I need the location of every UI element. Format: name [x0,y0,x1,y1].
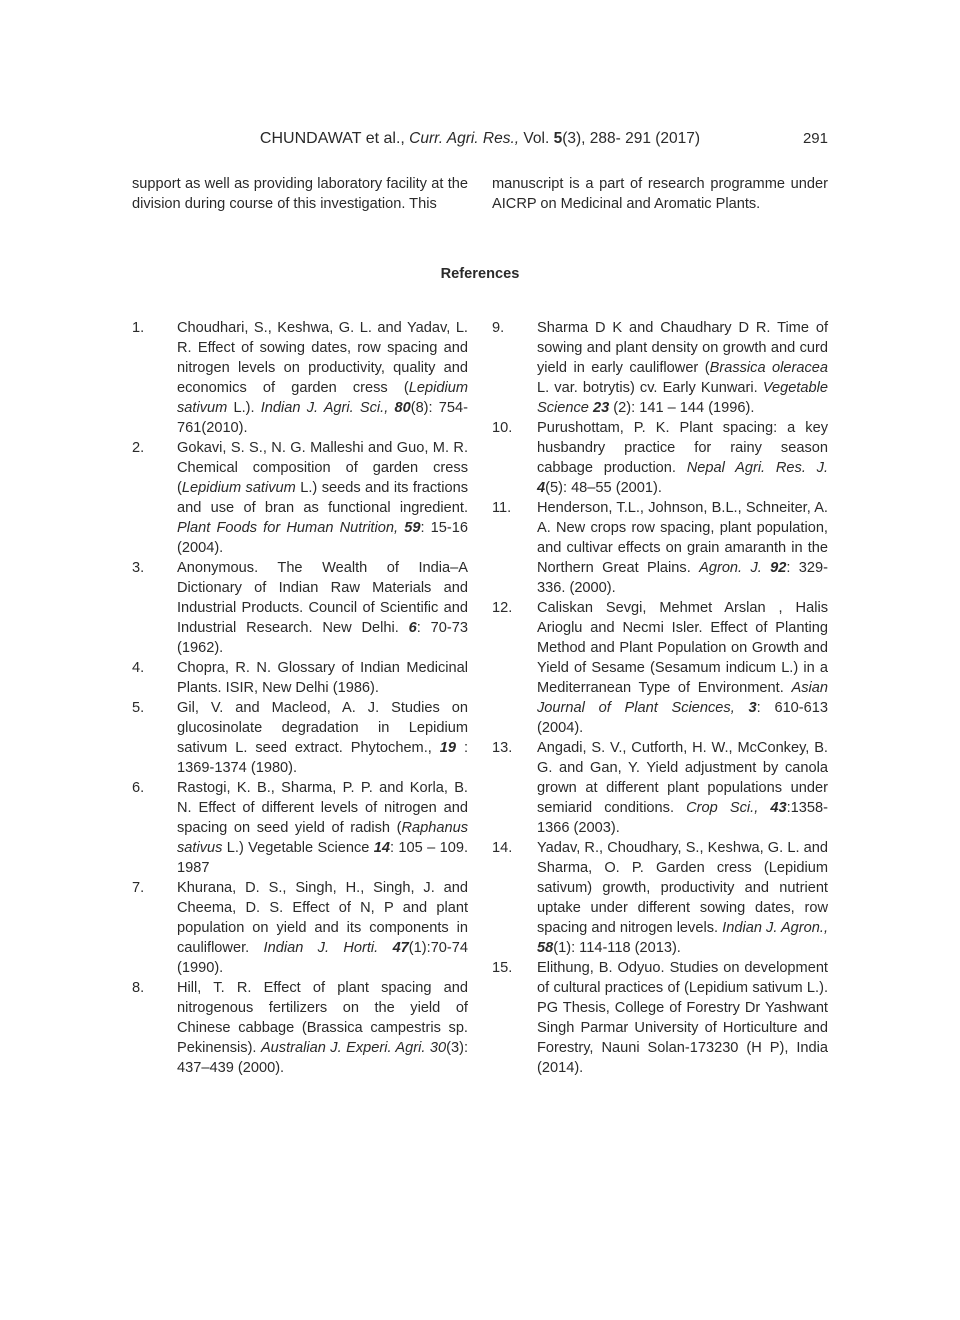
reference-text-part: Asian Journal of Plant Sciences, [537,680,828,716]
reference-item [132,318,468,438]
reference-text-part: L. var. botrytis) cv. Early Kunwari. [537,380,763,396]
reference-number: 8. [132,980,145,996]
reference-text-part: Khurana, D. S., Singh, H., Singh, J. and Cheema, D. S. Effect of N, P and plant population on yield and its components in cauliflower. [177,880,468,956]
reference-text-part: 43 [770,800,787,816]
reference-text-part: 92 [770,560,787,576]
reference-number: 3. [132,560,145,576]
reference-text-part: Caliskan Sevgi, Mehmet Arslan , Halis Arioglu and Necmi Isler. Effect of Planting Method and Plant Population on Growth and Yield of Sesame (Sesamum indicum L.) in a Mediterranean Type of Environment. [537,600,828,696]
reference-text-part: 4 [537,480,546,496]
references-right-column [492,318,828,1078]
reference-text-part: 23 [592,400,610,416]
reference-text-part: Raphanus sativus [177,820,468,856]
reference-text-part: Rastogi, K. B., Sharma, P. P. and Korla, B. N. Effect of different levels of nitrogen and spacing on seed yield of radish ( [177,780,468,836]
reference-number: 6. [132,780,145,796]
running-head-issue-pages: (3), 288- 291 (2017) [562,130,701,147]
reference-text-part: Lepidium sativum [181,480,296,496]
reference-text-part: :1358-1366 (2003). [537,800,828,836]
reference-text-part [762,560,770,576]
intro-paragraph-right: manuscript is a part of research programme under AICRP on Medicinal and Aromatic Plants. [492,176,828,212]
reference-item [492,498,828,598]
reference-text-part: Sharma D K and Chaudhary D R. Time of sowing and plant density on growth and curd yield in early cauliflower ( [537,320,828,376]
reference-item [132,878,468,978]
intro-paragraph-left: support as well as providing laboratory facility at the division during course of this investigation. This [132,176,468,212]
reference-text-part: Gokavi, S. S., N. G. Malleshi and Guo, M. R. Chemical composition of garden cress ( [177,440,468,496]
reference-text-part: : 329-336. (2000). [537,560,828,596]
reference-text-part: (2): 141 – 144 (1996). [609,400,755,416]
reference-text-part [758,800,770,816]
reference-text [177,978,468,1078]
reference-item [492,958,828,1078]
running-head-volume: 5 [553,130,563,147]
reference-text [537,958,828,1078]
reference-text-part: L.). [227,400,261,416]
reference-number: 4. [132,660,145,676]
reference-text-part: (1):70-74 (1990). [177,940,469,976]
reference-text-part: 3 [748,700,757,716]
reference-text [177,318,468,438]
reference-text-part: : 70-73 (1962). [177,620,468,656]
reference-text-part: Plant Foods for Human Nutrition, [177,520,399,536]
reference-text-part: L.) seeds and its fractions and use of bran as functional ingredient. [177,480,469,516]
reference-text [537,838,828,958]
reference-text [537,418,828,498]
reference-text-part: Chopra, R. N. Glossary of Indian Medicinal Plants. ISIR, New Delhi (1986). [177,660,468,696]
reference-number: 5. [132,700,145,716]
reference-text-part: L.) Vegetable Science [222,840,374,856]
reference-text-part [735,700,749,716]
reference-text-part: Indian J. Horti. [263,940,379,956]
reference-text-part: Yadav, R., Choudhary, S., Keshwa, G. L. and Sharma, O. P. Garden cress (Lepidium sativum) growth, productivity and nutrient uptake under different sowing dates, row spacing and nitrogen levels. [537,840,828,936]
reference-text-part: : 15-16 (2004). [177,520,468,556]
reference-text [177,438,468,558]
reference-text [537,598,828,738]
reference-text-part: (5): 48–55 (2001). [545,480,662,496]
reference-text [177,878,468,978]
reference-number: 9. [492,320,505,336]
reference-text-part: : 1369-1374 (1980). [177,740,468,776]
reference-text-part: 14 [373,840,390,856]
references-left-column [132,318,468,1078]
reference-text-part: Agron. J. [699,560,762,576]
reference-text-part: 19 [439,740,456,756]
reference-text-part: 47 [392,940,409,956]
reference-number: 10. [492,420,513,436]
reference-item [492,598,828,738]
reference-text-part: Gil, V. and Macleod, A. J. Studies on glucosinolate degradation in Lepidium sativum L. seed extract. Phytochem., [177,700,468,756]
reference-text-part: Elithung, B. Odyuo. Studies on development of cultural practices of (Lepidium sativum L.). PG Thesis, College of Forestry Dr Yashwant Singh Parmar University of Horticulture and Forestry, Nauni Solan-173230 (H P), India (2014). [537,960,828,1076]
running-head-journal: Curr. Agri. Res., [409,130,520,147]
reference-text-part [378,940,392,956]
reference-number: 12. [492,600,513,616]
reference-text-part: 30 [429,1040,447,1056]
reference-item [492,738,828,838]
reference-text-part: : 105 – 109. 1987 [177,840,468,876]
reference-text-part: 6 [408,620,417,636]
reference-text-part: Crop Sci., [686,800,759,816]
reference-text-part: Vegetable Science [537,380,828,416]
reference-text-part: Anonymous. The Wealth of India–A Dictionary of Indian Raw Materials and Industrial Products. Council of Scientific and Industrial Research. New Delhi. [177,560,468,636]
reference-text-part: Australian J. Experi. Agri. [260,1040,426,1056]
reference-text-part: Indian J. Agron., [722,920,828,936]
intro-left-column [132,174,468,214]
running-head-authors: CHUNDAWAT et al., [259,130,405,147]
reference-item [132,438,468,558]
reference-item [132,558,468,658]
reference-text-part: Purushottam, P. K. Plant spacing: a key husbandry practice for rainy season cabbage production. [537,420,828,476]
reference-item [132,698,468,778]
reference-text-part: (3): 437–439 (2000). [177,1040,468,1076]
reference-text [177,558,468,658]
reference-text-part: Brassica oleracea [709,360,828,376]
reference-number: 2. [132,440,145,456]
reference-text-part: : 610-613 (2004). [537,700,829,736]
reference-text [537,318,828,418]
reference-text-part: 59 [404,520,421,536]
reference-text-part: Lepidium sativum [177,380,468,416]
reference-text-part: Nepal Agri. Res. J. [686,460,829,476]
reference-text [177,698,468,778]
reference-number: 11. [492,500,512,516]
reference-item [492,418,828,498]
running-head-vol-label: Vol. [523,130,550,147]
reference-item [132,978,468,1078]
running-head [132,129,828,149]
reference-text-part: Indian J. Agri. Sci., [260,400,389,416]
reference-text-part: Hill, T. R. Effect of plant spacing and nitrogenous fertilizers on the yield of Chinese cabbage (Brassica campestris sp. Pekinensis). [177,980,468,1056]
reference-number: 14. [492,840,513,856]
reference-text [537,498,828,598]
references-heading: References [440,266,520,282]
reference-number: 1. [132,320,145,336]
reference-number: 7. [132,880,145,896]
reference-text-part: Henderson, T.L., Johnson, B.L., Schneiter, A. A. New crops row spacing, plant population, and cultivar effects on grain amaranth in the Northern Great Plains. [537,500,828,576]
reference-text-part: (1): 114-118 (2013). [553,940,681,956]
reference-text-part: Angadi, S. V., Cutforth, H. W., McConkey, B. G. and Gan, Y. Yield adjustment by canola grown at different plant populations under semiarid conditions. [537,740,828,816]
reference-item [492,318,828,418]
reference-number: 13. [492,740,513,756]
reference-text-part: Choudhari, S., Keshwa, G. L. and Yadav, L. R. Effect of sowing dates, row spacing and nitrogen levels on productivity, quality and economics of garden cress ( [177,320,468,396]
reference-text [537,738,828,838]
reference-text [177,778,468,878]
reference-item [132,778,468,878]
reference-item [132,658,468,698]
reference-text-part: 80 [394,400,411,416]
page-number: 291 [802,130,828,147]
intro-right-column [492,174,828,214]
reference-text-part: (8): 754-761(2010). [177,400,468,436]
reference-number: 15. [492,960,513,976]
reference-text [177,658,468,698]
reference-text-part: 58 [537,940,554,956]
reference-item [492,838,828,958]
